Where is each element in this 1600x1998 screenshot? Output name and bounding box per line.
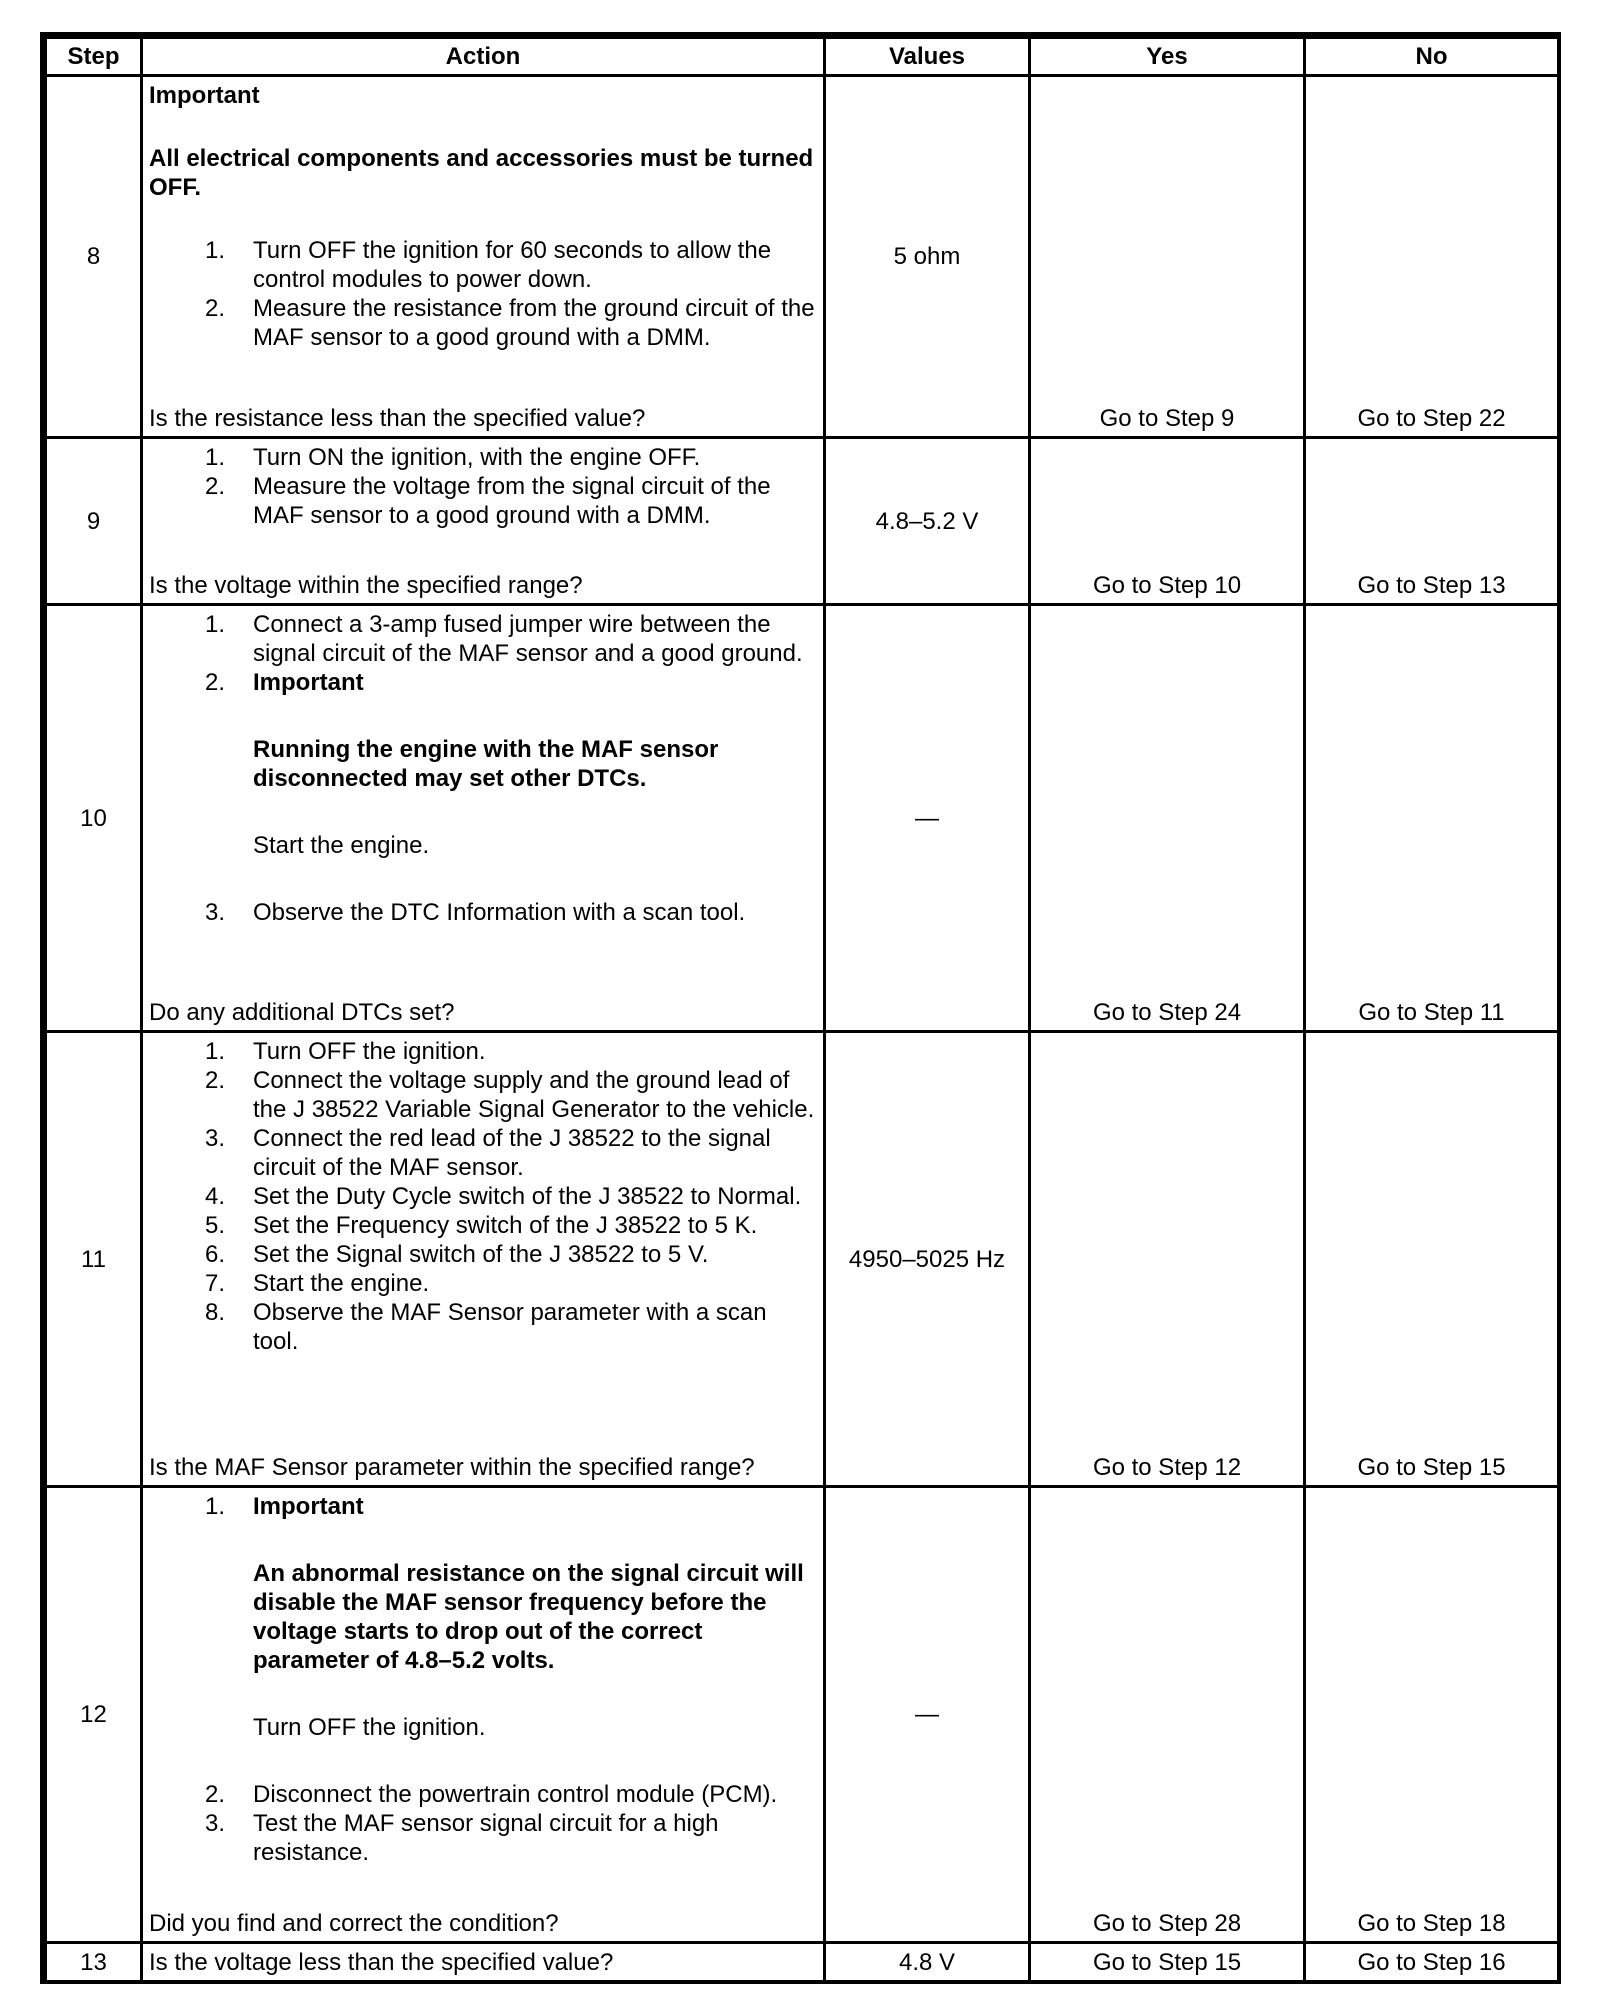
item-number: 3. <box>204 1810 225 1837</box>
item-text: Test the MAF sensor signal circuit for a high resistance. <box>253 1810 719 1866</box>
item-text: Connect the voltage supply and the ground lead of the J 38522 Variable Signal Generator to the vehicle. <box>253 1067 815 1123</box>
list-item <box>149 898 817 927</box>
item-text: Turn OFF the ignition for 60 seconds to allow the control modules to power down. <box>253 237 772 293</box>
no-cell: Go to Step 11 <box>1305 605 1559 1032</box>
item-text: Turn OFF the ignition. <box>253 1714 486 1741</box>
list-item <box>149 472 817 530</box>
item-number: 1. <box>204 1038 225 1065</box>
item-text: Connect a 3-amp fused jumper wire between the signal circuit of the MAF sensor and a good ground. <box>253 611 803 667</box>
value-cell: 4.8–5.2 V <box>825 438 1030 605</box>
header-step: Step <box>46 38 142 76</box>
value-cell: — <box>825 605 1030 1032</box>
header-yes: Yes <box>1030 38 1305 76</box>
item-number: 1. <box>204 444 225 471</box>
item-text: Turn OFF the ignition. <box>253 1038 486 1065</box>
no-cell: Go to Step 15 <box>1305 1032 1559 1487</box>
list-item <box>149 1037 817 1066</box>
action-list <box>149 236 817 352</box>
item-number: 5. <box>204 1212 225 1239</box>
action-cell <box>142 1943 825 1983</box>
table-row-step-13 <box>46 1943 1559 1983</box>
list-item <box>149 668 817 898</box>
action-cell <box>142 438 825 605</box>
step-number: 11 <box>46 1032 142 1487</box>
item-text: Start the engine. <box>253 1270 430 1297</box>
table-row-step-12 <box>46 1487 1559 1943</box>
header-action: Action <box>142 38 825 76</box>
value-cell: 4.8 V <box>825 1943 1030 1983</box>
important-text: Running the engine with the MAF sensor disconnected may set other DTCs. <box>253 736 719 792</box>
yes-cell: Go to Step 15 <box>1030 1943 1305 1983</box>
list-item <box>149 1124 817 1182</box>
item-text: Start the engine. <box>253 832 430 859</box>
table-row-step-9 <box>46 438 1559 605</box>
table-row-step-8 <box>46 76 1559 438</box>
item-number: 2. <box>204 473 225 500</box>
action-cell <box>142 76 825 438</box>
item-text: Measure the resistance from the ground circuit of the MAF sensor to a good ground with a DMM. <box>253 295 815 351</box>
step-number: 12 <box>46 1487 142 1943</box>
item-number: 6. <box>204 1241 225 1268</box>
item-number: 2. <box>204 669 225 696</box>
action-list <box>149 1492 817 1867</box>
item-number: 1. <box>204 237 225 264</box>
list-item <box>149 1182 817 1211</box>
item-number: 2. <box>204 295 225 322</box>
list-item <box>149 443 817 472</box>
no-cell: Go to Step 22 <box>1305 76 1559 438</box>
item-number: 2. <box>204 1781 225 1808</box>
value-cell: 5 ohm <box>825 76 1030 438</box>
question-text: Is the voltage within the specified range? <box>149 572 583 599</box>
diagnostic-table <box>44 36 1560 1984</box>
action-list <box>149 443 817 530</box>
value-cell: 4950–5025 Hz <box>825 1032 1030 1487</box>
list-item <box>149 294 817 352</box>
list-item <box>149 1298 817 1356</box>
no-cell: Go to Step 13 <box>1305 438 1559 605</box>
item-number: 3. <box>204 899 225 926</box>
item-number: 1. <box>204 611 225 638</box>
item-text: Disconnect the powertrain control module (PCM). <box>253 1781 778 1808</box>
no-cell: Go to Step 18 <box>1305 1487 1559 1943</box>
important-label: Important <box>253 669 364 696</box>
item-text: Connect the red lead of the J 38522 to the signal circuit of the MAF sensor. <box>253 1125 771 1181</box>
step-number: 13 <box>46 1943 142 1983</box>
question-text: Did you find and correct the condition? <box>149 1910 559 1937</box>
item-text: Set the Signal switch of the J 38522 to 5 V. <box>253 1241 709 1268</box>
item-number: 3. <box>204 1125 225 1152</box>
table-row-step-10 <box>46 605 1559 1032</box>
value-cell: — <box>825 1487 1030 1943</box>
question-text: Is the resistance less than the specified value? <box>149 405 646 432</box>
item-number: 1. <box>204 1493 225 1520</box>
list-item <box>149 1809 817 1867</box>
important-label: Important <box>149 82 260 109</box>
yes-cell: Go to Step 28 <box>1030 1487 1305 1943</box>
list-item <box>149 236 817 294</box>
list-item <box>149 1211 817 1240</box>
action-cell <box>142 1487 825 1943</box>
list-item <box>149 1492 817 1780</box>
item-text: Observe the DTC Information with a scan tool. <box>253 899 746 926</box>
yes-cell: Go to Step 10 <box>1030 438 1305 605</box>
table-row-step-11 <box>46 1032 1559 1487</box>
list-item <box>149 610 817 668</box>
list-item <box>149 1240 817 1269</box>
step-number: 8 <box>46 76 142 438</box>
list-item <box>149 1269 817 1298</box>
question-text: Do any additional DTCs set? <box>149 999 455 1026</box>
item-number: 4. <box>204 1183 225 1210</box>
header-values: Values <box>825 38 1030 76</box>
list-item <box>149 1066 817 1124</box>
item-number: 2. <box>204 1067 225 1094</box>
yes-cell: Go to Step 24 <box>1030 605 1305 1032</box>
item-number: 7. <box>204 1270 225 1297</box>
important-label: Important <box>253 1493 364 1520</box>
item-text: Measure the voltage from the signal circuit of the MAF sensor to a good ground with a DMM. <box>253 473 771 529</box>
no-cell: Go to Step 16 <box>1305 1943 1559 1983</box>
header-row <box>46 38 1559 76</box>
important-text: All electrical components and accessories must be turned OFF. <box>149 145 814 201</box>
action-list <box>149 610 817 927</box>
yes-cell: Go to Step 12 <box>1030 1032 1305 1487</box>
item-number: 8. <box>204 1299 225 1326</box>
question-text: Is the voltage less than the specified value? <box>149 1949 614 1976</box>
diagnostic-table-frame <box>40 32 1561 1984</box>
step-number: 9 <box>46 438 142 605</box>
question-text: Is the MAF Sensor parameter within the specified range? <box>149 1454 755 1481</box>
item-text: Observe the MAF Sensor parameter with a scan tool. <box>253 1299 767 1355</box>
yes-cell: Go to Step 9 <box>1030 76 1305 438</box>
action-cell <box>142 1032 825 1487</box>
step-number: 10 <box>46 605 142 1032</box>
important-text: An abnormal resistance on the signal circuit will disable the MAF sensor frequency before the voltage starts to drop out of the correct parameter of 4.8–5.2 volts. <box>253 1560 804 1674</box>
header-no: No <box>1305 38 1559 76</box>
item-text: Set the Duty Cycle switch of the J 38522 to Normal. <box>253 1183 802 1210</box>
item-text: Turn ON the ignition, with the engine OFF. <box>253 444 701 471</box>
list-item <box>149 1780 817 1809</box>
action-cell <box>142 605 825 1032</box>
item-text: Set the Frequency switch of the J 38522 to 5 K. <box>253 1212 758 1239</box>
action-list <box>149 1037 817 1356</box>
